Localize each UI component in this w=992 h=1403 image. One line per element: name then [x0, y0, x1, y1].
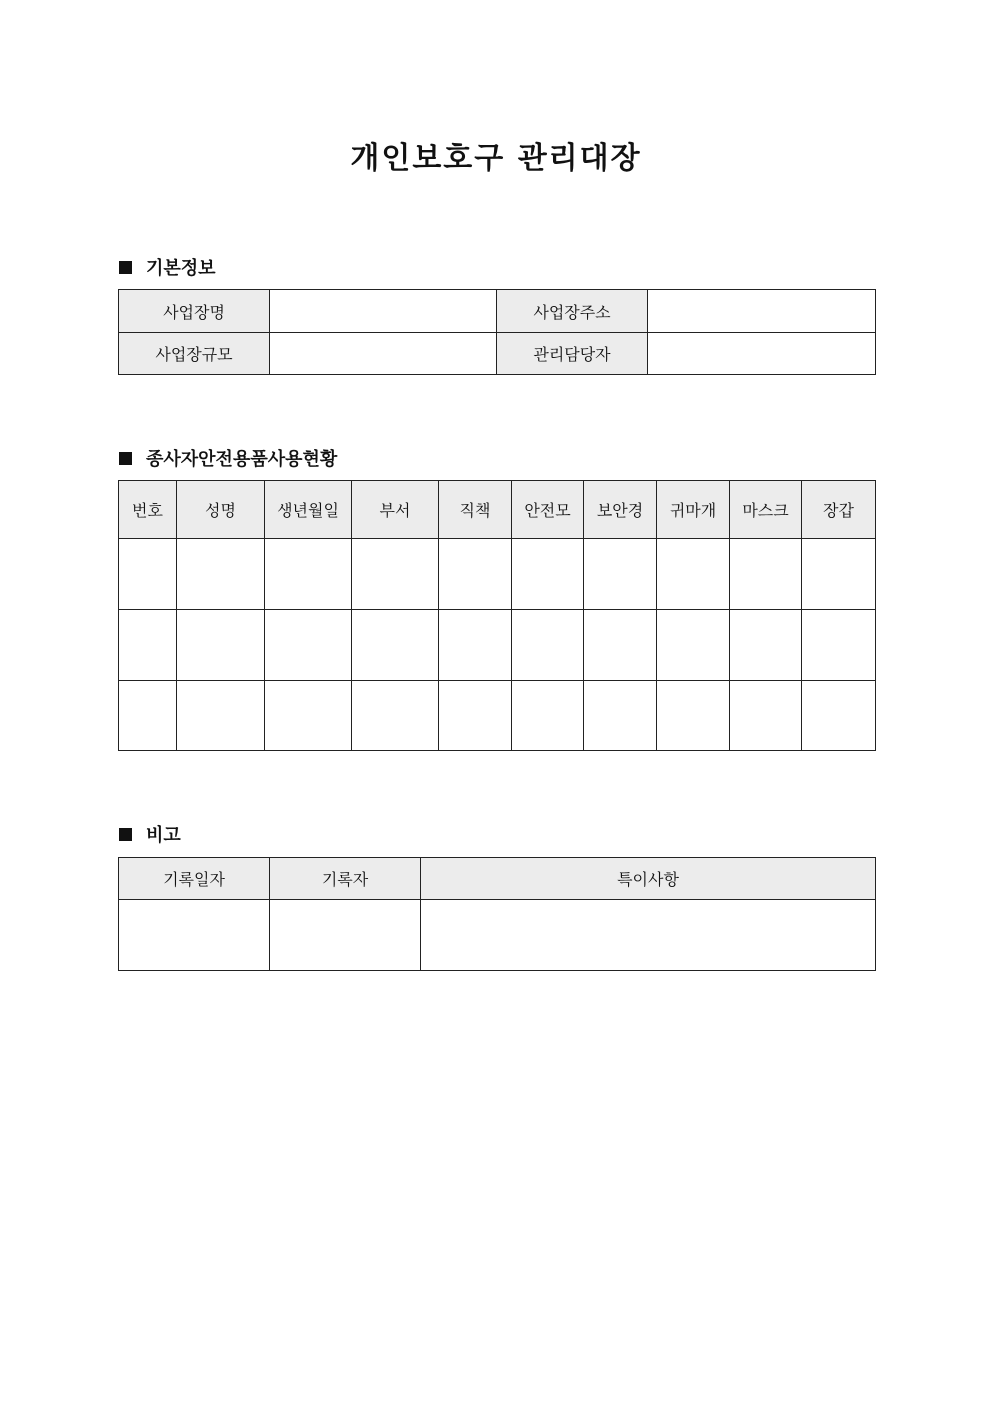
page-title: 개인보호구 관리대장 [350, 141, 642, 176]
table-cell[interactable] [730, 539, 802, 610]
section-heading-basic-info [119, 254, 216, 280]
table-row [119, 900, 876, 971]
square-bullet-icon [119, 828, 132, 841]
equipment-status-table [118, 480, 876, 751]
table-row [119, 333, 876, 375]
square-bullet-icon [119, 452, 132, 465]
table-cell[interactable] [512, 610, 584, 681]
label-cell: 사업장규모 [119, 333, 270, 375]
table-cell[interactable] [730, 610, 802, 681]
table-cell[interactable] [352, 539, 439, 610]
table-cell[interactable] [352, 681, 439, 751]
column-header: 성명 [177, 481, 265, 539]
label-cell: 사업장명 [119, 290, 270, 333]
table-cell[interactable] [177, 681, 265, 751]
table-cell[interactable] [265, 681, 352, 751]
section-heading-equipment-status [119, 445, 337, 471]
table-cell[interactable] [657, 610, 730, 681]
table-row [119, 681, 876, 751]
table-header-row [119, 481, 876, 539]
column-header: 부서 [352, 481, 439, 539]
table-cell[interactable] [177, 539, 265, 610]
table-cell[interactable] [265, 539, 352, 610]
column-header: 귀마개 [657, 481, 730, 539]
table-cell-record-date[interactable] [119, 900, 270, 971]
table-cell-notes[interactable] [421, 900, 876, 971]
column-header: 마스크 [730, 481, 802, 539]
label-cell: 관리담당자 [497, 333, 648, 375]
remarks-table [118, 857, 876, 971]
value-cell-business-name[interactable] [270, 290, 497, 333]
table-row [119, 290, 876, 333]
table-cell[interactable] [439, 681, 512, 751]
value-cell-manager[interactable] [648, 333, 876, 375]
table-cell[interactable] [584, 539, 657, 610]
table-cell[interactable] [512, 539, 584, 610]
column-header: 직책 [439, 481, 512, 539]
table-cell[interactable] [352, 610, 439, 681]
label-cell: 사업장주소 [497, 290, 648, 333]
column-header: 안전모 [512, 481, 584, 539]
table-cell[interactable] [730, 681, 802, 751]
column-header: 기록자 [270, 858, 421, 900]
table-cell[interactable] [265, 610, 352, 681]
value-cell-business-address[interactable] [648, 290, 876, 333]
column-header: 특이사항 [421, 858, 876, 900]
table-cell[interactable] [657, 539, 730, 610]
table-cell[interactable] [439, 610, 512, 681]
section-heading-label: 종사자안전용품사용현황 [146, 449, 338, 470]
table-cell[interactable] [584, 681, 657, 751]
column-header: 장갑 [802, 481, 876, 539]
section-heading-label: 비고 [146, 825, 181, 846]
column-header: 기록일자 [119, 858, 270, 900]
column-header: 생년월일 [265, 481, 352, 539]
section-heading-remarks [119, 821, 181, 847]
table-row [119, 539, 876, 610]
table-cell[interactable] [119, 681, 177, 751]
table-cell[interactable] [657, 681, 730, 751]
column-header: 보안경 [584, 481, 657, 539]
table-cell[interactable] [119, 610, 177, 681]
table-cell[interactable] [512, 681, 584, 751]
table-header-row [119, 858, 876, 900]
square-bullet-icon [119, 261, 132, 274]
table-cell[interactable] [177, 610, 265, 681]
table-cell[interactable] [802, 681, 876, 751]
table-cell[interactable] [439, 539, 512, 610]
table-cell[interactable] [802, 610, 876, 681]
section-heading-label: 기본정보 [146, 258, 216, 279]
table-cell[interactable] [802, 539, 876, 610]
basic-info-table [118, 289, 876, 375]
table-cell[interactable] [584, 610, 657, 681]
table-cell-recorder[interactable] [270, 900, 421, 971]
column-header: 번호 [119, 481, 177, 539]
table-cell[interactable] [119, 539, 177, 610]
value-cell-business-size[interactable] [270, 333, 497, 375]
table-row [119, 610, 876, 681]
